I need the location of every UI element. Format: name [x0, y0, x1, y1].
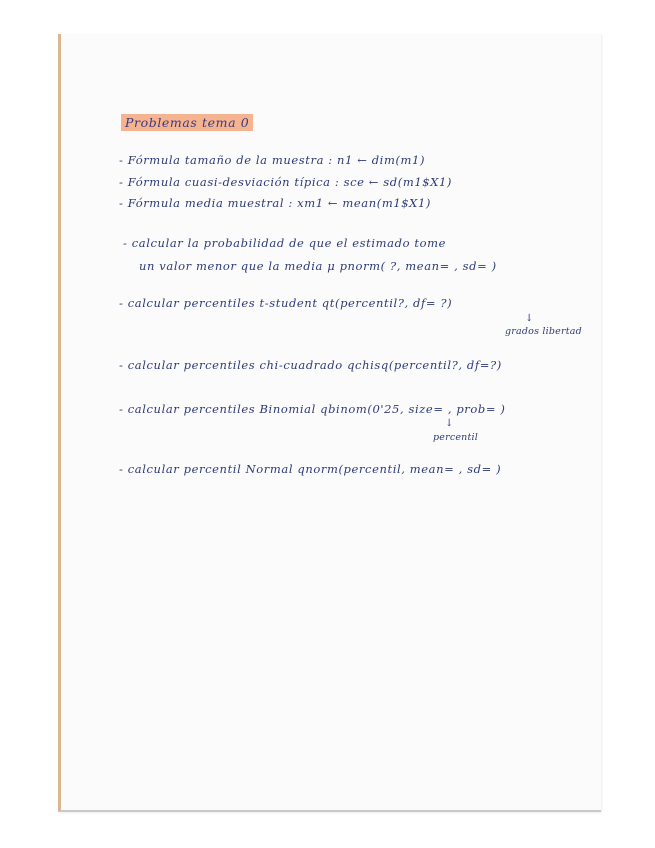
paper-sheet	[58, 34, 601, 812]
note-grados-libertad: grados libertad	[505, 326, 582, 337]
line-sample-size-formula: - Fórmula tamaño de la muestra : n1 ← dim(m1)	[119, 153, 426, 167]
page-title: Problemas tema 0	[121, 114, 253, 131]
line-probability-1: - calcular la probabilidad de que el estimado tome	[123, 236, 447, 250]
arrow-down-icon: ↓	[525, 313, 534, 324]
line-sample-mean-formula: - Fórmula media muestral : xm1 ← mean(m1$X1)	[119, 196, 431, 210]
line-quasi-deviation-formula: - Fórmula cuasi-desviación típica : sce ← sd(m1$X1)	[119, 175, 452, 189]
line-chi-square: - calcular percentiles chi-cuadrado qchisq(percentil?, df=?)	[119, 358, 502, 372]
line-t-student: - calcular percentiles t-student qt(percentil?, df= ?)	[119, 296, 453, 310]
arrow-down-icon: ↓	[445, 418, 454, 429]
line-probability-2: un valor menor que la media μ pnorm( ?, mean= , sd= )	[139, 259, 497, 273]
line-normal: - calcular percentil Normal qnorm(percentil, mean= , sd= )	[119, 462, 502, 476]
note-percentil: percentil	[433, 432, 478, 443]
line-binomial: - calcular percentiles Binomial qbinom(0'25, size= , prob= )	[119, 402, 506, 416]
